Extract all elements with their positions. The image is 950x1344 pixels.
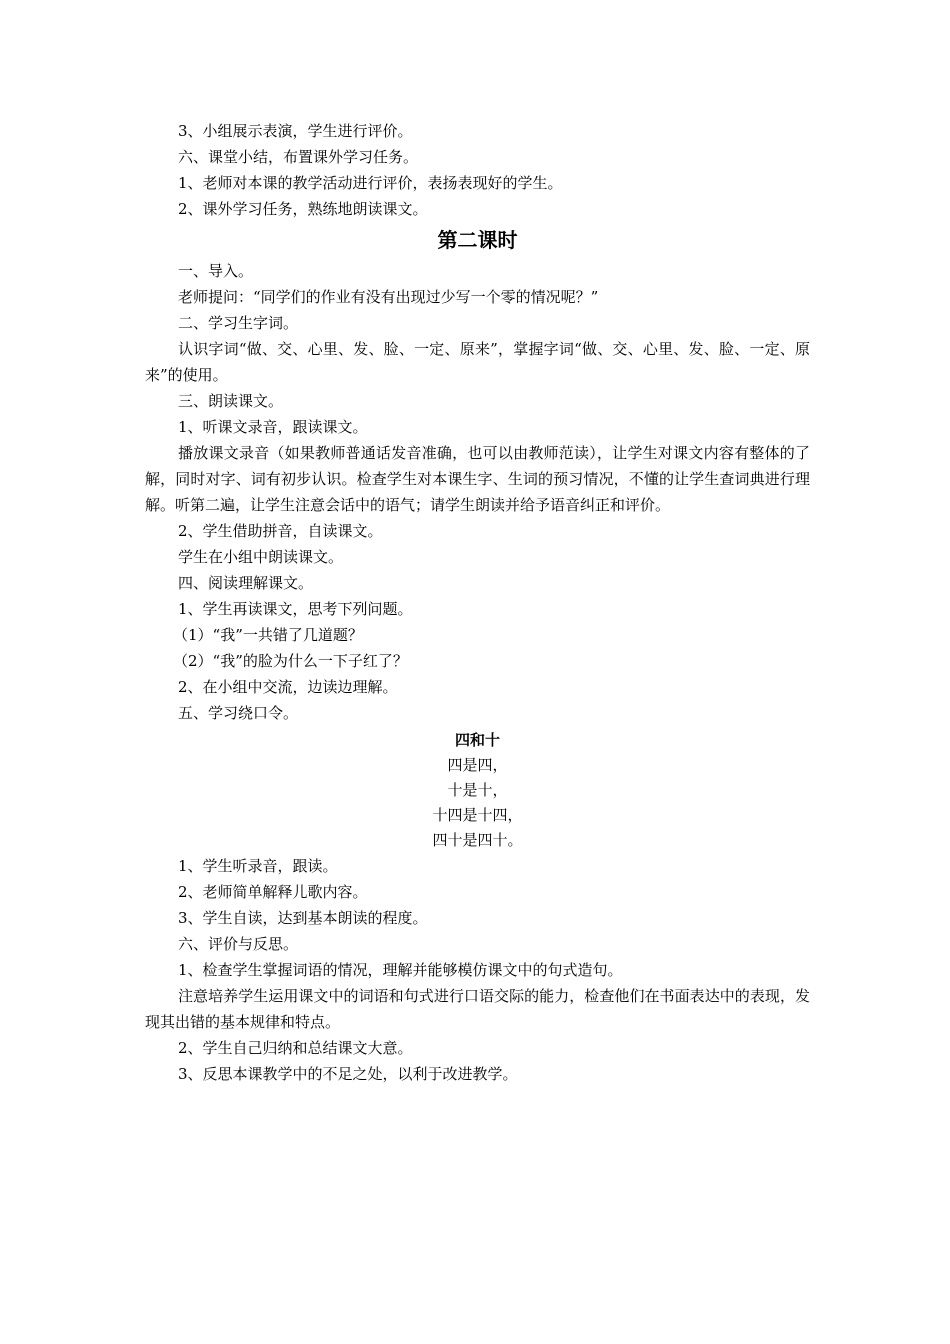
paragraph: 老师提问：“同学们的作业有没有出现过少写一个零的情况呢？” (178, 288, 599, 306)
paragraph: 四、阅读理解课文。 (178, 574, 314, 592)
paragraph: 1、学生听录音，跟读。 (178, 857, 338, 875)
poem-line: 四十是四十。 (432, 831, 523, 849)
paragraph: 一、导入。 (178, 262, 254, 280)
paragraph: 1、学生再读课文，思考下列问题。 (178, 600, 413, 618)
question-item: （2）“我”的脸为什么一下子红了？ (173, 652, 408, 670)
paragraph: 六、课堂小结，布置课外学习任务。 (178, 148, 419, 166)
paragraph: 2、老师简单解释儿歌内容。 (178, 883, 368, 901)
tongue-twister-poem (145, 728, 810, 853)
paragraph: 2、学生自己归纳和总结课文大意。 (178, 1039, 413, 1057)
paragraph: 六、评价与反思。 (178, 935, 299, 953)
paragraph: 3、反思本课教学中的不足之处，以利于改进教学。 (178, 1065, 518, 1083)
document-content (145, 118, 810, 1087)
paragraph: 1、检查学生掌握词语的情况，理解并能够模仿课文中的句式造句。 (178, 961, 623, 979)
poem-title: 四和十 (454, 731, 500, 749)
paragraph: 三、朗读课文。 (178, 392, 284, 410)
paragraph: 3、小组展示表演，学生进行评价。 (178, 122, 413, 140)
paragraph: 2、学生借助拼音，自读课文。 (178, 522, 383, 540)
section-title: 第二课时 (437, 228, 518, 252)
paragraph: 3、学生自读，达到基本朗读的程度。 (178, 909, 428, 927)
paragraph: 五、学习绕口令。 (178, 704, 299, 722)
poem-line: 十是十， (447, 781, 508, 799)
paragraph: 1、听课文录音，跟读课文。 (178, 418, 368, 436)
poem-line: 四是四， (447, 756, 508, 774)
paragraph: 注意培养学生运用课文中的词语和句式进行口语交际的能力，检查他们在书面表达中的表现，发现其出错的基本规律和特点。 (145, 987, 810, 1031)
paragraph: 认识字词“做、交、心里、发、脸、一定、原来”，掌握字词“做、交、心里、发、脸、一定、原来”的使用。 (145, 340, 810, 384)
paragraph: 学生在小组中朗读课文。 (178, 548, 344, 566)
paragraph: 2、在小组中交流，边读边理解。 (178, 678, 398, 696)
question-item: （1）“我”一共错了几道题？ (173, 626, 363, 644)
paragraph: 二、学习生字词。 (178, 314, 299, 332)
paragraph: 1、老师对本课的教学活动进行评价，表扬表现好的学生。 (178, 174, 563, 192)
poem-line: 十四是十四， (432, 806, 523, 824)
paragraph: 2、课外学习任务，熟练地朗读课文。 (178, 200, 428, 218)
paragraph: 播放课文录音（如果教师普通话发音准确，也可以由教师范读），让学生对课文内容有整体的了解，同时对字、词有初步认识。检查学生对本课生字、生词的预习情况，不懂的让学生查词典进行理解。听第二遍，让学生注意会话中的语气；请学生朗读并给予语音纠正和评价。 (145, 444, 810, 514)
